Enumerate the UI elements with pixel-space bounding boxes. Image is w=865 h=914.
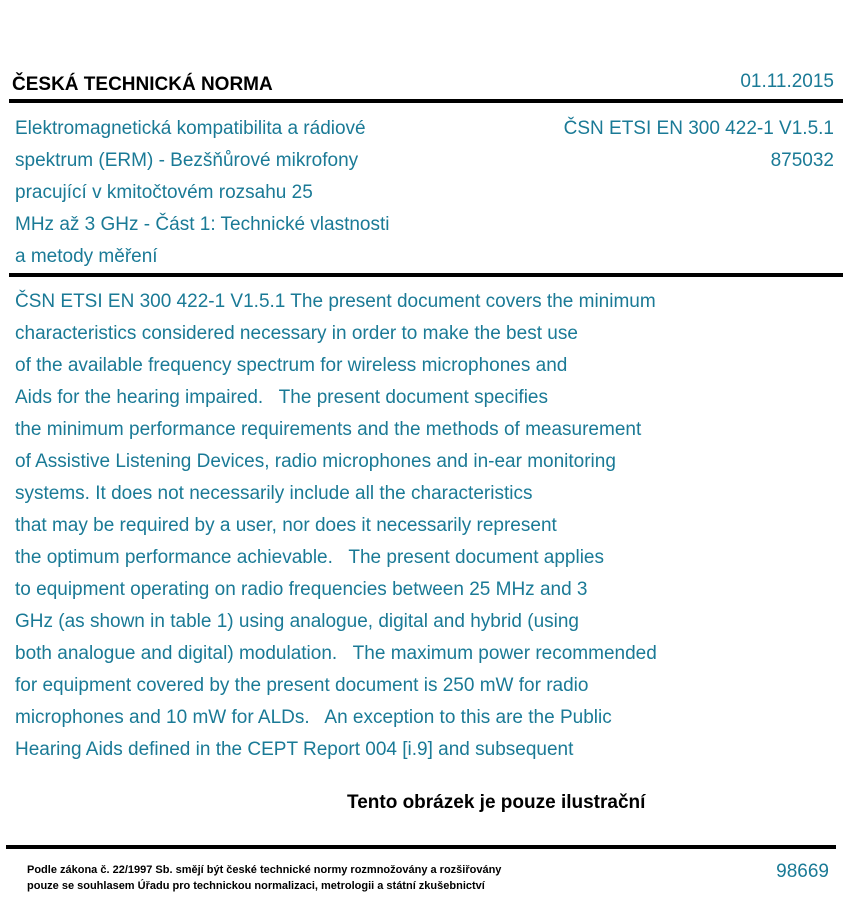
- standard-title: [15, 113, 455, 273]
- legal-notice-line: Podle zákona č. 22/1997 Sb. smějí být české technické normy rozmnožovány a rozšiřovány: [27, 864, 502, 876]
- illustration-note: Tento obrázek je pouze ilustrační: [347, 792, 646, 813]
- abstract-line: systems. It does not necessarily include all the characteristics: [15, 483, 533, 504]
- legal-notice: [27, 862, 501, 894]
- standard-title-line: spektrum (ERM) - Bezšňůrové mikrofony: [15, 150, 359, 171]
- document-number: 98669: [776, 861, 829, 882]
- abstract-line: to equipment operating on radio frequencies between 25 MHz and 3: [15, 579, 588, 600]
- abstract-line: ČSN ETSI EN 300 422-1 V1.5.1 The present document covers the minimum: [15, 291, 656, 312]
- standard-title-line: MHz až 3 GHz - Část 1: Technické vlastnosti: [15, 214, 390, 235]
- abstract-line: for equipment covered by the present document is 250 mW for radio: [15, 675, 589, 696]
- abstract-line: characteristics considered necessary in order to make the best use: [15, 323, 578, 344]
- legal-notice-line: pouze se souhlasem Úřadu pro technickou normalizaci, metrologii a státní zkušebnictví: [27, 880, 485, 892]
- abstract: [15, 286, 835, 766]
- footer-divider: [6, 845, 836, 849]
- abstract-line: Hearing Aids defined in the CEPT Report 004 [i.9] and subsequent: [15, 739, 574, 760]
- standard-designation: ČSN ETSI EN 300 422-1 V1.5.1: [563, 118, 834, 139]
- abstract-line: of the available frequency spectrum for wireless microphones and: [15, 355, 568, 376]
- abstract-line: of Assistive Listening Devices, radio microphones and in-ear monitoring: [15, 451, 616, 472]
- standard-identifier: [564, 113, 834, 177]
- standard-title-line: pracující v kmitočtovém rozsahu 25: [15, 182, 313, 203]
- abstract-line: GHz (as shown in table 1) using analogue, digital and hybrid (using: [15, 611, 579, 632]
- abstract-line: that may be required by a user, nor does it necessarily represent: [15, 515, 557, 536]
- catalog-number: 875032: [770, 150, 834, 171]
- abstract-line: microphones and 10 mW for ALDs. An exception to this are the Public: [15, 707, 612, 728]
- publication-date: 01.11.2015: [740, 71, 834, 92]
- abstract-line: the optimum performance achievable. The present document applies: [15, 547, 604, 568]
- header-divider: [9, 99, 843, 103]
- title-divider: [9, 273, 843, 277]
- document-header-title: ČESKÁ TECHNICKÁ NORMA: [12, 74, 273, 95]
- abstract-line: the minimum performance requirements and the methods of measurement: [15, 419, 642, 440]
- abstract-line: Aids for the hearing impaired. The present document specifies: [15, 387, 548, 408]
- standard-title-line: a metody měření: [15, 246, 158, 267]
- abstract-line: both analogue and digital) modulation. The maximum power recommended: [15, 643, 657, 664]
- standard-title-line: Elektromagnetická kompatibilita a rádiové: [15, 118, 366, 139]
